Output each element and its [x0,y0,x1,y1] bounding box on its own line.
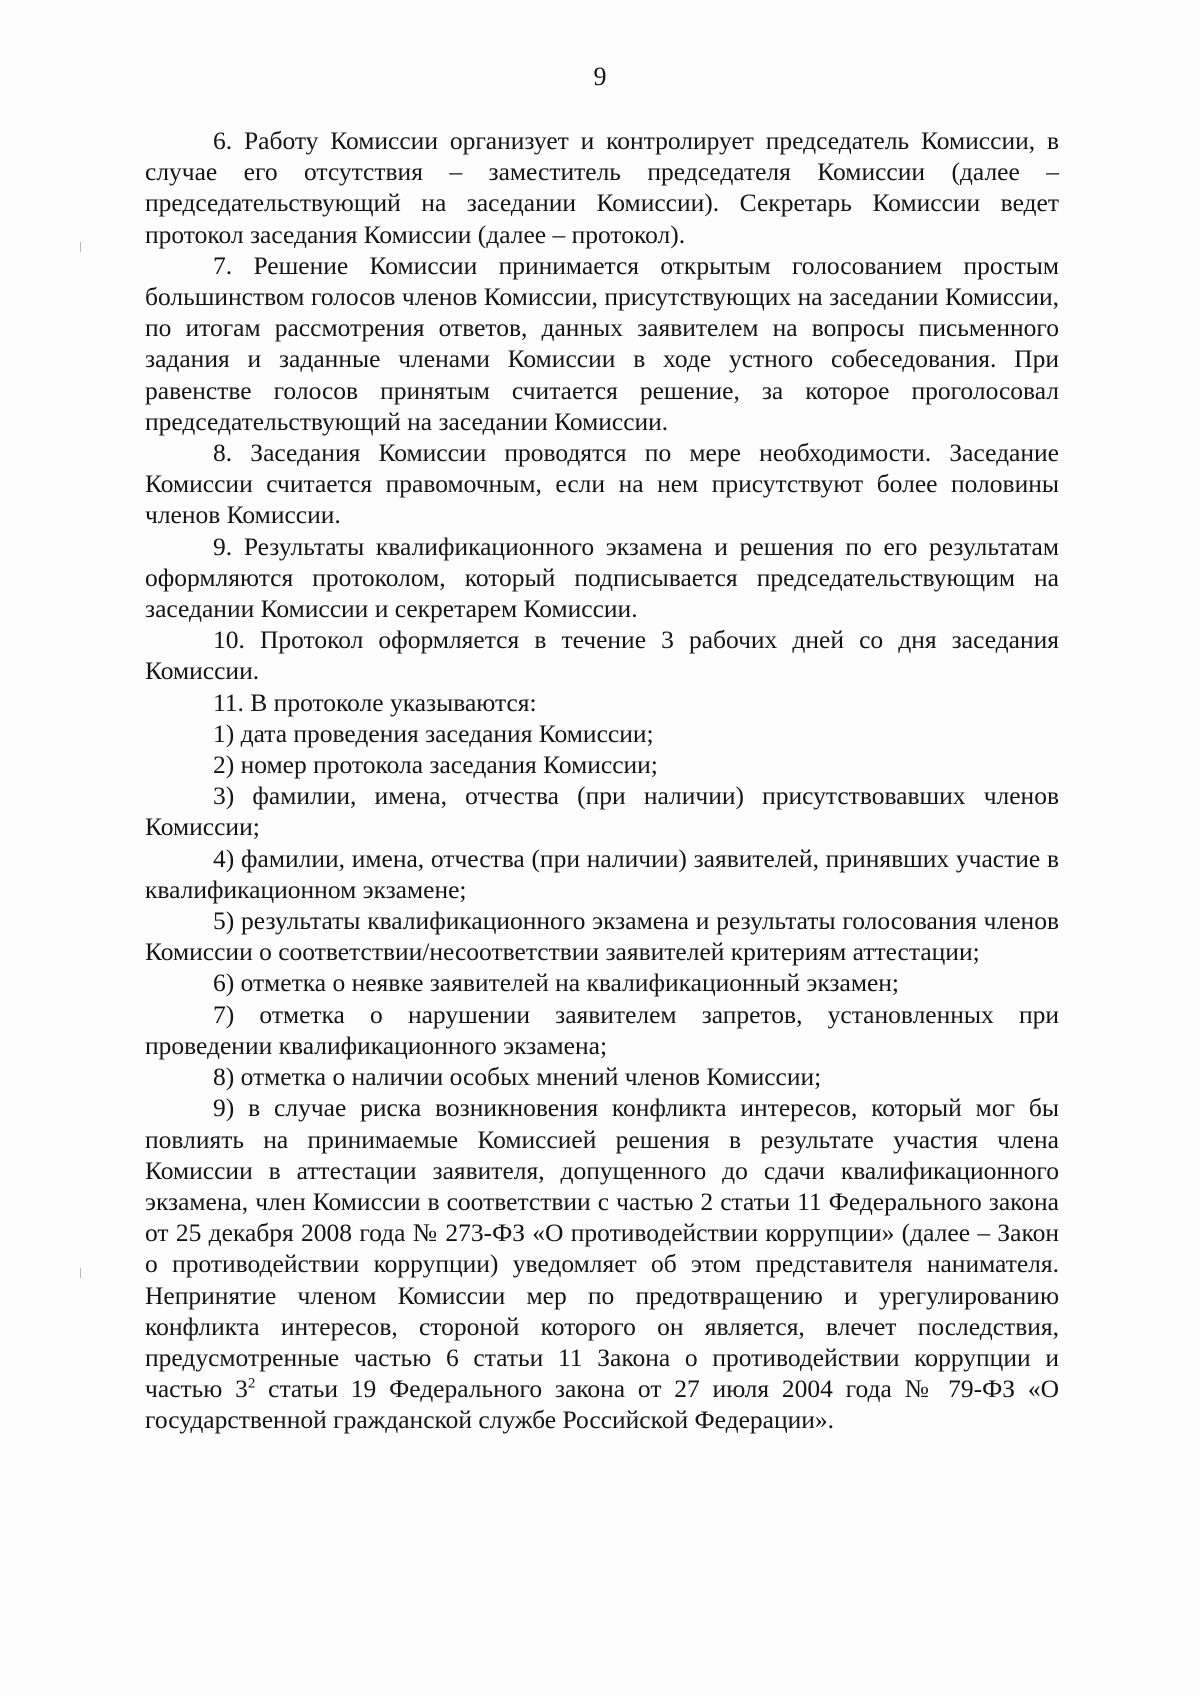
document-body [145,125,1059,1436]
paragraph-item-8: 8. Заседания Комиссии проводятся по мере необходимости. Заседание Комиссии считается правомочным, если на нем присутствуют более половины членов Комиссии. [145,438,1059,530]
margin-mark [80,242,81,252]
list-item-8: 8) отметка о наличии особых мнений членов Комиссии; [213,1062,822,1092]
paragraph-item-9: 9. Результаты квалификационного экзамена и решения по его результатам оформляются протоколом, который подписывается председательствующим на заседании Комиссии и секретарем Комиссии. [145,531,1059,624]
list-item-4: 4) фамилии, имена, отчества (при наличии) заявителей, принявших участие в квалификационном экзамене; [145,843,1059,904]
paragraph-item-11: 11. В протоколе указываются: [213,687,537,717]
list-item-5: 5) результаты квалификационного экзамена и результаты голосования членов Комиссии о соответствии/несоответствии заявителей критериям аттестации; [145,906,1059,967]
list-item-9-text: 9) в случае риска возникновения конфликта интересов, который мог бы повлиять на принимаемые Комиссией решения в результате участия члена Комиссии в аттестации заявителя, допущенного до сдачи квалификационного экзамена, член Комиссии в соответствии с частью 2 статьи 11 Федерального закона от 25 декабря 2008 года № 273-ФЗ «О противодействии коррупции» (далее – Закон о противодействии коррупции) уведомляет об этом представителя нанимателя. Непринятие членом Комиссии мер по предотвращению и урегулированию конфликта интересов, стороной которого он является, влечет последствия, предусмотренные частью 6 статьи 11 Закона о противодействии коррупции и частью 3 [145,1093,1059,1404]
list-item-6: 6) отметка о неявке заявителей на квалификационный экзамен; [213,968,900,998]
list-item-2: 2) номер протокола заседания Комиссии; [213,750,658,780]
paragraph-item-10: 10. Протокол оформляется в течение 3 рабочих дней со дня заседания Комиссии. [145,625,1059,686]
list-item-9-tail: статьи 19 Федерального закона от 27 июля 2004 года № 79-ФЗ «О государственной гражданской службе Российской Федерации». [145,1374,1059,1435]
page-number: 9 [593,62,607,91]
list-item-7: 7) отметка о нарушении заявителем запретов, установленных при проведении квалификационного экзамена; [145,999,1059,1060]
margin-mark [80,1268,81,1278]
paragraph-item-6: 6. Работу Комиссии организует и контролирует председатель Комиссии, в случае его отсутствия – заместитель председателя Комиссии (далее – председательствующий на заседании Комиссии). Секретарь Комиссии ведет протокол заседания Комиссии (далее – протокол). [145,126,1059,249]
list-item-1: 1) дата проведения заседания Комиссии; [213,718,654,748]
superscript-two: 2 [247,1375,256,1392]
list-item-9 [145,1092,1059,1435]
paragraph-item-7: 7. Решение Комиссии принимается открытым голосованием простым большинством голосов членов Комиссии, присутствующих на заседании Комиссии, по итогам рассмотрения ответов, данных заявителем на вопросы письменного задания и заданные членами Комиссии в ходе устного собеседования. При равенстве голосов принятым считается решение, за которое проголосовал председательствующий на заседании Комиссии. [145,250,1059,436]
list-item-3: 3) фамилии, имена, отчества (при наличии) присутствовавших членов Комиссии; [145,781,1059,842]
